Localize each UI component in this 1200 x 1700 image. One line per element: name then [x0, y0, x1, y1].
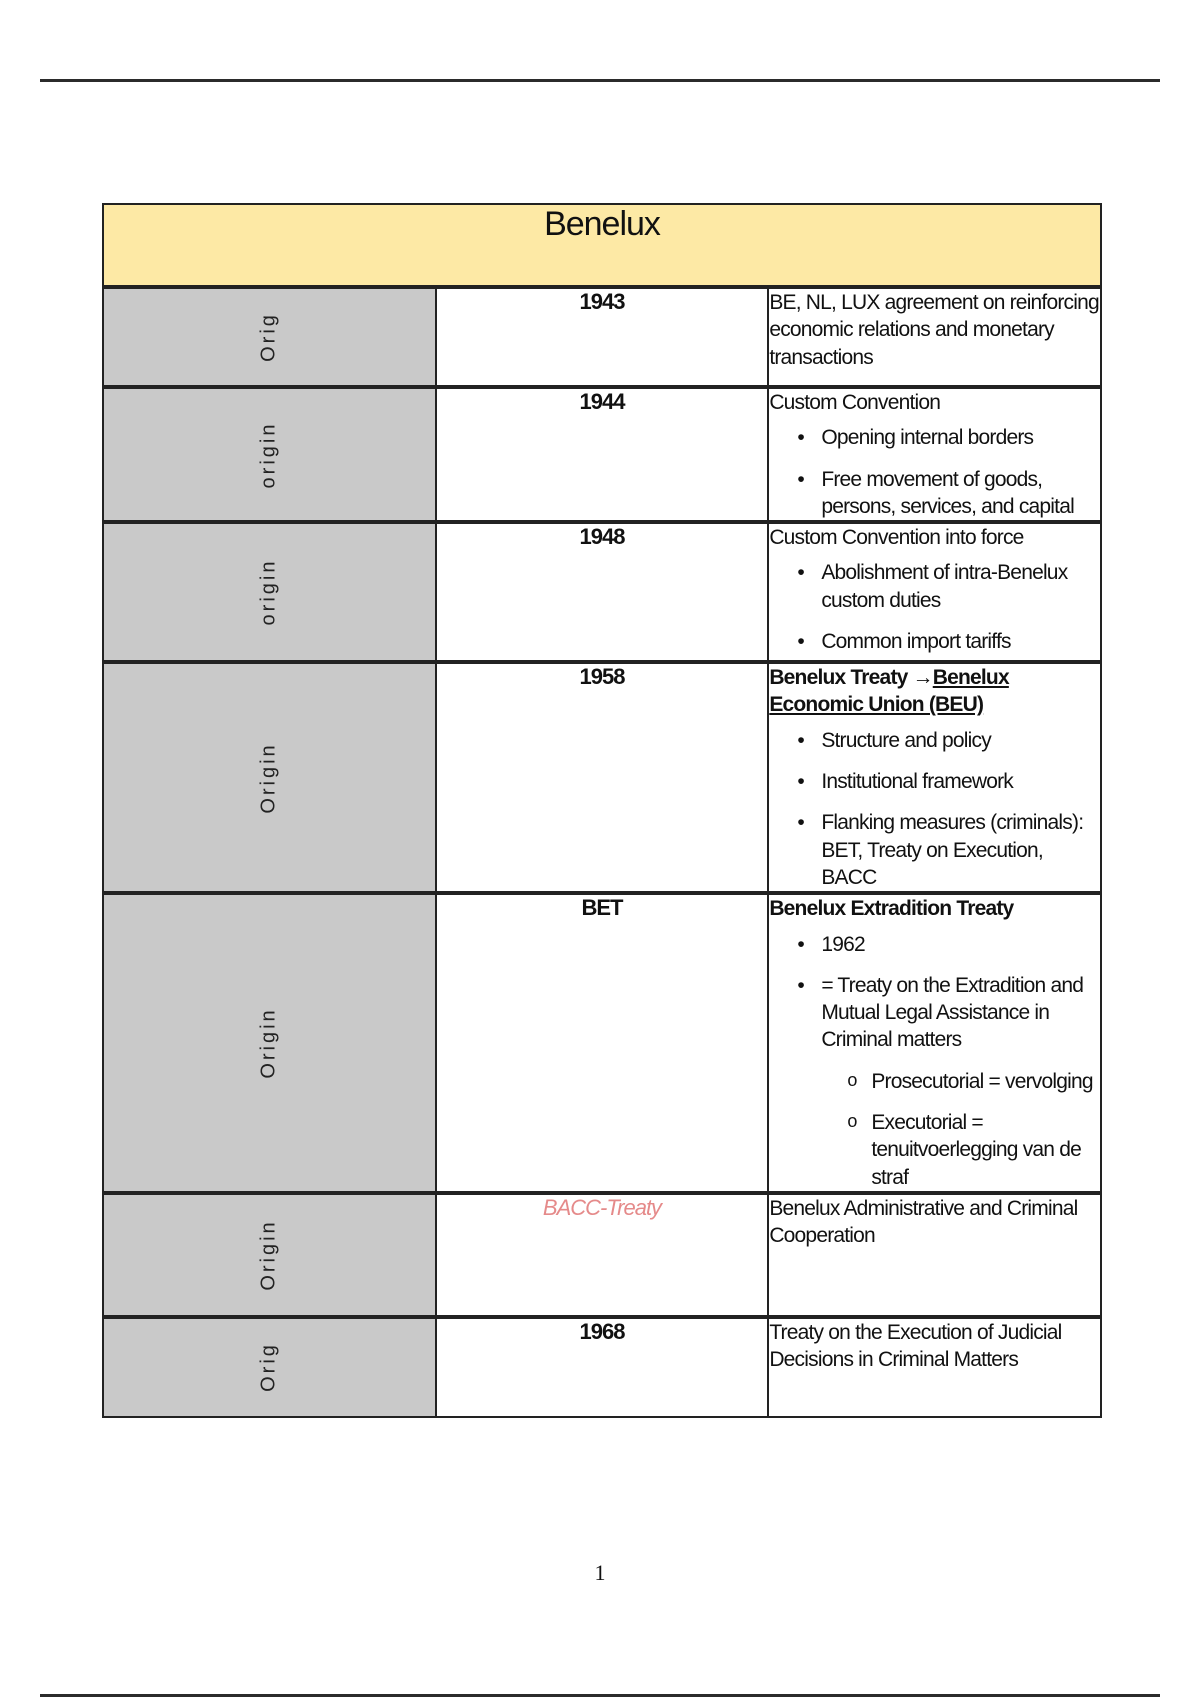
row-heading: BE, NL, LUX agreement on reinforcing economic relations and monetary transactions: [769, 291, 1099, 369]
row-description: [768, 287, 1101, 387]
row-tag-cell: [103, 1317, 436, 1417]
table-header-row: [103, 204, 1101, 287]
row-heading: [769, 664, 1100, 719]
row-tag-cell: [103, 522, 436, 662]
row-tag-cell: [103, 287, 436, 387]
row-year: 1958: [436, 662, 769, 893]
list-item: • Structure and policy: [769, 727, 1100, 754]
row-description: [768, 1193, 1101, 1317]
list-item: • Free movement of goods, persons, services, and capital: [769, 466, 1100, 521]
benelux-timeline-table: [102, 203, 1102, 1418]
heading-prefix: Benelux Treaty →: [769, 666, 933, 690]
row-description: [768, 1317, 1101, 1417]
row-tag: origin: [257, 421, 280, 489]
table-row: [103, 1193, 1101, 1317]
row-year: BET: [436, 893, 769, 1193]
row-tag-cell: [103, 662, 436, 893]
table-row: [103, 662, 1101, 893]
row-year: 1948: [436, 522, 769, 662]
list-item: • Common import tariffs: [769, 628, 1100, 655]
row-year: 1968: [436, 1317, 769, 1417]
row-tag: Origin: [257, 742, 280, 814]
row-heading: Benelux Extradition Treaty: [769, 897, 1014, 921]
list-item-text: = Treaty on the Extradition and Mutual Legal Assistance in Criminal matters: [821, 973, 1084, 1052]
row-heading: Custom Convention into force: [769, 526, 1024, 550]
table-row: [103, 1317, 1101, 1417]
sub-list-item: o Prosecutorial = vervolging: [769, 1068, 1100, 1095]
bullet-list: [769, 931, 1100, 1191]
table-title: Benelux: [103, 204, 1101, 287]
table-row: [103, 387, 1101, 522]
row-description: [768, 662, 1101, 893]
row-tag: Orig: [257, 1342, 280, 1393]
row-heading: Benelux Administrative and Criminal Cooperation: [769, 1196, 1078, 1248]
table-row: [103, 522, 1101, 662]
table-row: [103, 287, 1101, 387]
row-description: [768, 893, 1101, 1193]
row-year: 1943: [436, 287, 769, 387]
list-item: • 1962: [769, 931, 1100, 958]
row-tag: Orig: [257, 312, 280, 362]
sub-bullet-list: [769, 1068, 1100, 1191]
list-item: [769, 972, 1100, 1191]
row-heading: Treaty on the Execution of Judicial Decisions in Criminal Matters: [769, 1320, 1062, 1372]
row-tag: Origin: [257, 1007, 280, 1079]
row-year: 1944: [436, 387, 769, 522]
row-tag-cell: [103, 387, 436, 522]
page-number: 1: [594, 1560, 606, 1585]
list-item: • Flanking measures (criminals): BET, Treaty on Execution, BACC: [769, 809, 1100, 891]
row-tag-cell: [103, 1193, 436, 1317]
bullet-list: [769, 727, 1100, 891]
list-item: • Abolishment of intra-Benelux custom duties: [769, 559, 1100, 614]
beu-heading-underlined: Benelux Economic Union (BEU): [769, 666, 1009, 717]
row-tag: origin: [257, 558, 280, 626]
footer-rule: [40, 1694, 1160, 1697]
row-tag-cell: [103, 893, 436, 1193]
row-heading: Custom Convention: [769, 391, 941, 414]
header-rule: [40, 79, 1160, 82]
bullet-list: [769, 424, 1100, 520]
list-item: • Opening internal borders: [769, 424, 1100, 451]
list-item: • Institutional framework: [769, 768, 1100, 795]
row-description: [768, 387, 1101, 522]
bullet-list: [769, 559, 1100, 655]
table-row: [103, 893, 1101, 1193]
row-year: BACC-Treaty: [436, 1193, 769, 1317]
row-description: [768, 522, 1101, 662]
row-tag: Origin: [257, 1219, 280, 1291]
sub-list-item: o Executorial = tenuitvoerlegging van de straf: [769, 1109, 1100, 1191]
